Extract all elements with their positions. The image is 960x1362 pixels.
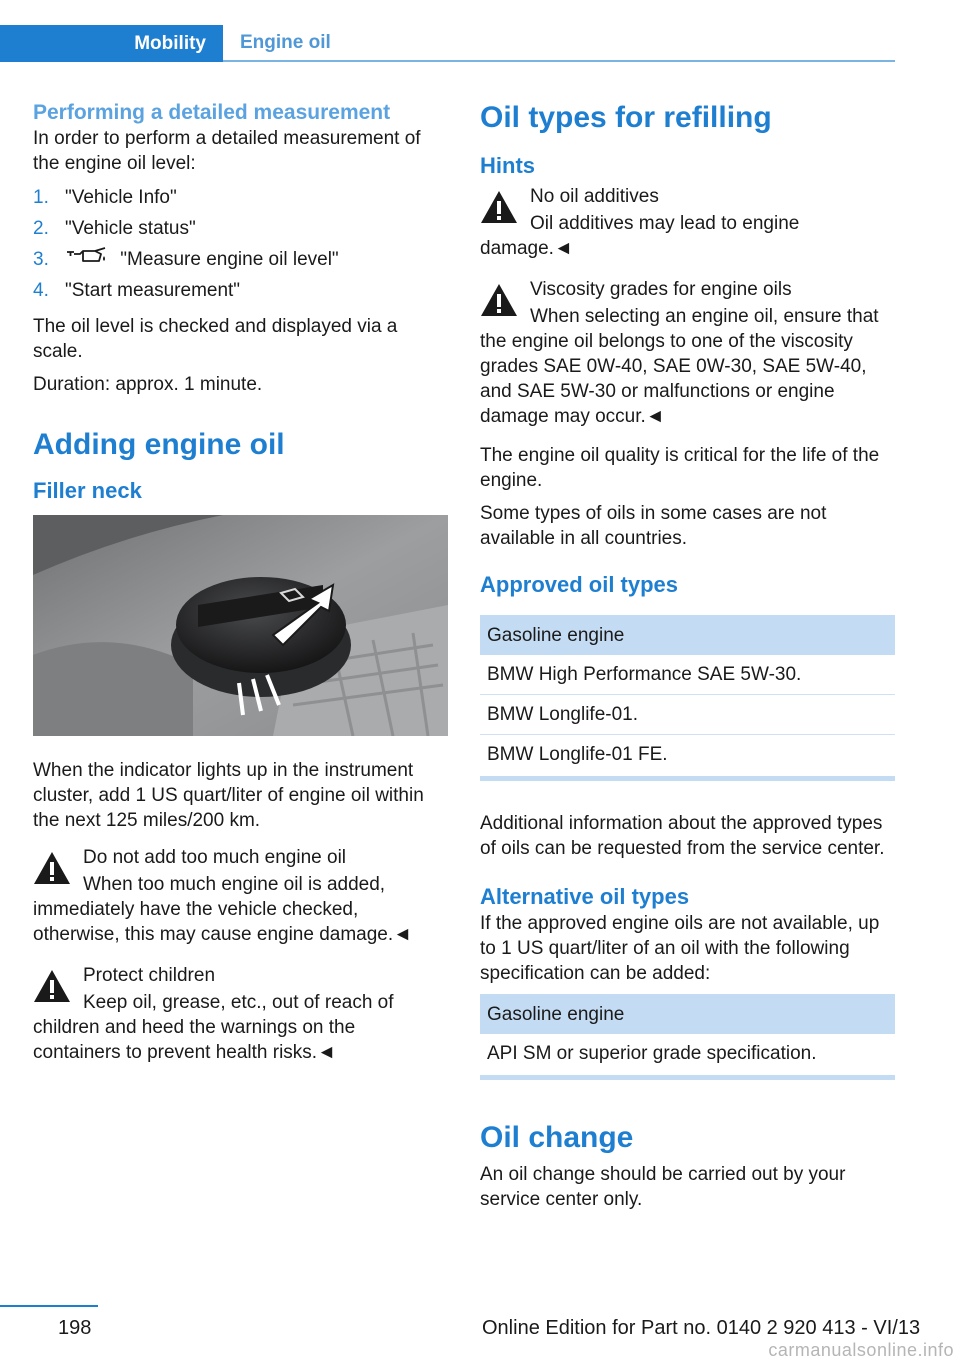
step-text: "Start measurement" (65, 280, 241, 301)
table-header: Gasoline engine (480, 994, 895, 1034)
hint-title: Viscosity grades for engine oils (530, 279, 792, 300)
left-column (33, 100, 448, 1073)
step-number: 1. (33, 187, 49, 208)
table-cell: BMW Longlife-01 FE. (487, 744, 668, 765)
step-number: 4. (33, 280, 49, 301)
table-row (480, 655, 895, 695)
step-text: "Vehicle Info" (65, 187, 177, 208)
edition-text: Online Edition for Part no. 0140 2 920 413 - VI/13 (482, 1317, 921, 1339)
oil-types-heading: Oil types for refilling (480, 101, 772, 134)
page-number-rule (0, 1305, 98, 1307)
warning-triangle-icon (480, 283, 518, 317)
additional-info-text: Additional information about the approved types of oils can be requested from the service center. (480, 813, 885, 859)
adding-engine-oil-heading: Adding engine oil (33, 428, 285, 461)
step-text: "Measure engine oil level" (120, 249, 339, 271)
table-row (480, 695, 895, 735)
step-number: 2. (33, 218, 49, 239)
approved-oil-table (480, 615, 895, 774)
step-item (33, 215, 448, 246)
hint-viscosity (480, 277, 895, 429)
filler-neck-photo (33, 515, 448, 736)
measurement-steps (33, 184, 448, 308)
hint-body: When selecting an engine oil, ensure that the engine oil belongs to one of the viscosity grades SAE 0W-40, SAE 0W-30, SAE 5W-40, and SAE 5W-30 or malfunctions or engine damage may occur.◄ (480, 306, 879, 427)
page-header (0, 25, 895, 62)
indicator-text: When the indicator lights up in the instrument cluster, add 1 US quart/liter of engine oil within the next 125 miles/200 km. (33, 760, 424, 831)
step-item (33, 246, 448, 277)
warning-triangle-icon (33, 851, 71, 885)
table-cell: BMW Longlife-01. (480, 695, 895, 735)
warning-triangle-icon (480, 190, 518, 224)
detailed-intro: In order to perform a detailed measurement of the engine oil level: (33, 128, 421, 174)
warning-body: Keep oil, grease, etc., out of reach of children and heed the warnings on the containers to prevent health risks.◄ (33, 992, 394, 1063)
warning-overfill (33, 845, 448, 947)
oil-can-icon (65, 246, 107, 274)
availability-text: Some types of oils in some cases are not available in all countries. (480, 503, 827, 549)
table-end-rule (480, 1075, 895, 1080)
alternative-oil-table (480, 994, 895, 1073)
warning-title: Do not add too much engine oil (83, 847, 347, 868)
checked-text: The oil level is checked and displayed via a scale. (33, 316, 398, 362)
duration-text: Duration: approx. 1 minute. (33, 374, 263, 395)
table-cell: API SM or superior grade specification. (487, 1043, 817, 1064)
filler-neck-heading: Filler neck (33, 478, 142, 503)
hint-no-additives (480, 184, 895, 261)
hints-heading: Hints (480, 153, 535, 178)
alternative-oil-types-heading: Alternative oil types (480, 884, 690, 909)
table-header: Gasoline engine (480, 615, 895, 655)
warning-children (33, 963, 448, 1065)
table-cell: BMW High Performance SAE 5W-30. (480, 655, 895, 695)
quality-text: The engine oil quality is critical for the life of the engine. (480, 445, 880, 491)
step-item (33, 277, 448, 308)
watermark: carmanualsonline.info (768, 1340, 954, 1360)
step-number: 3. (33, 249, 49, 270)
step-item (33, 184, 448, 215)
tab-engine-oil[interactable]: Engine oil (240, 31, 331, 53)
page-number: 198 (58, 1317, 92, 1339)
tab-mobility[interactable]: Mobility (0, 25, 223, 62)
table-row (480, 735, 895, 775)
table-row (480, 1034, 895, 1073)
detailed-measurement-heading: Performing a detailed measurement (33, 101, 391, 124)
oil-change-text: An oil change should be carried out by your service center only. (480, 1164, 846, 1210)
oil-change-heading: Oil change (480, 1121, 634, 1154)
warning-title: Protect children (83, 965, 216, 986)
approved-oil-types-heading: Approved oil types (480, 572, 679, 597)
hint-body: Oil additives may lead to engine damage.◄ (480, 213, 800, 259)
hint-title: No oil additives (530, 186, 659, 207)
right-column (480, 100, 895, 1220)
step-text: "Vehicle status" (65, 218, 196, 239)
table-end-rule (480, 776, 895, 781)
warning-triangle-icon (33, 969, 71, 1003)
alternative-text: If the approved engine oils are not available, up to 1 US quart/liter of an oil with the following specification can be added: (480, 913, 880, 984)
warning-body: When too much engine oil is added, immediately have the vehicle checked, otherwise, this may cause engine damage.◄ (33, 874, 412, 945)
